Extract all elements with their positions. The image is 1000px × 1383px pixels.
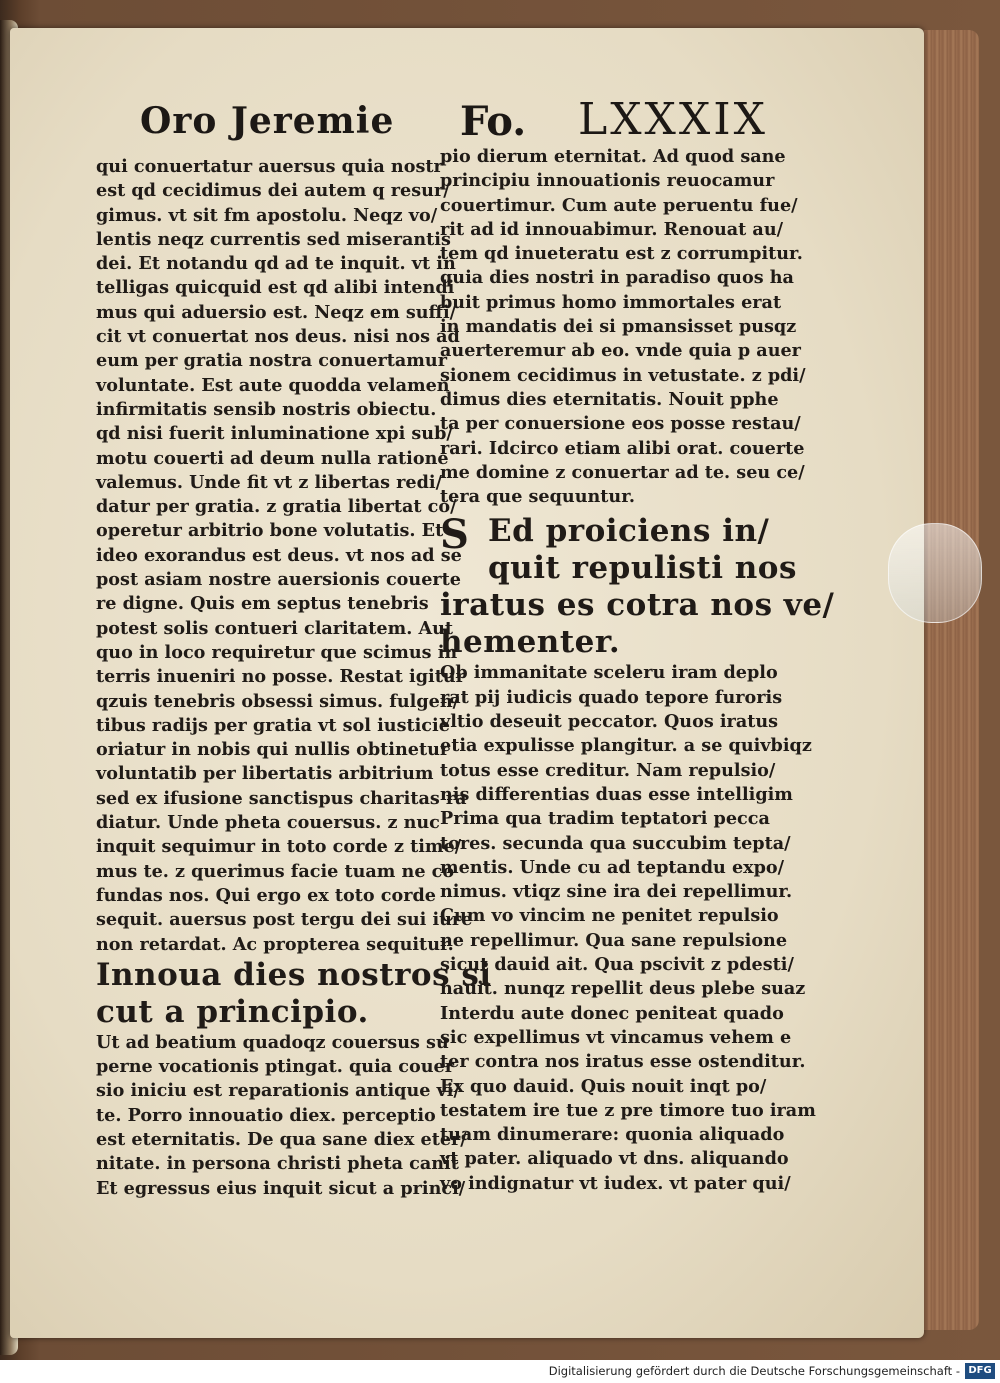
heading-line: cut a principio. xyxy=(96,993,369,1030)
text-line: diatur. Unde pheta couersus. z nuc xyxy=(96,812,440,834)
text-line: voluntatib per libertatis arbitrium xyxy=(96,763,434,785)
running-head-left: Oro Jeremie xyxy=(140,100,395,142)
text-line: qui conuertatur auersus quia nostr xyxy=(96,156,443,177)
text-line: tem qd inueteratu est z corrumpitur. xyxy=(440,243,803,265)
text-line: Ut ad beatium quadoqz couersus su xyxy=(96,1031,449,1053)
text-line: rit ad id innouabimur. Renouat au/ xyxy=(440,218,784,240)
text-line: nauit. nunqz repellit deus plebe suaz xyxy=(440,978,806,1000)
text-line: terris inueniri no posse. Restat igitur xyxy=(96,666,465,688)
heading-line: Ed proiciens in/ xyxy=(488,513,770,550)
text-line: cit vt conuertat nos deus. nisi nos ad xyxy=(96,326,460,348)
text-line: principiu innouationis reuocamur xyxy=(440,170,775,192)
text-line: vltio deseuit peccator. Quos iratus xyxy=(440,711,779,733)
heading-line: Innoua dies nostros si xyxy=(96,956,492,993)
glass-page-clip xyxy=(888,523,982,623)
text-line: datur per gratia. z gratia libertat co/ xyxy=(96,496,457,518)
text-line: ne repellimur. Qua sane repulsione xyxy=(440,929,788,951)
text-line: testatem ire tue z pre timore tuo iram xyxy=(440,1099,816,1121)
text-line: sio iniciu est reparationis antique vi/ xyxy=(96,1080,460,1102)
text-line: nis differentias duas esse intelligim xyxy=(440,783,793,805)
text-line: nimus. vtiqz sine ira dei repellimur. xyxy=(440,881,793,903)
running-head-folio-label: Fo. xyxy=(460,98,527,145)
text-line: dei. Et notandu qd ad te inquit. vt in xyxy=(96,253,456,275)
text-line: dimus dies eternitatis. Nouit pphe xyxy=(440,388,779,410)
text-line: inquit sequimur in toto corde z time/ xyxy=(96,836,462,858)
text-line: rari. Idcirco etiam alibi orat. couerte xyxy=(440,437,805,459)
text-line: auerteremur ab eo. vnde quia p auer xyxy=(440,340,801,362)
text-line: post asiam nostre auersionis couerte xyxy=(96,569,461,591)
text-line: perne vocationis ptingat. quia couer xyxy=(96,1056,454,1078)
text-line: mus qui aduersio est. Neqz em suffi/ xyxy=(96,301,457,323)
text-line: potest solis contueri claritatem. Aut xyxy=(96,617,454,639)
text-line: pio dierum eternitat. Ad quod sane xyxy=(440,146,786,167)
text-line: ta per conuersione eos posse restau/ xyxy=(440,413,801,435)
text-line: tores. secunda qua succubim tepta/ xyxy=(440,832,791,854)
heading-line: quit repulisti nos xyxy=(488,550,797,587)
text-line: Cum vo vincim ne penitet repulsio xyxy=(440,905,779,927)
heading-line: iratus es cotra nos ve/ xyxy=(440,587,835,624)
text-line: sic expellimus vt vincamus vehem e xyxy=(440,1026,792,1048)
text-line: mentis. Unde cu ad teptandu expo/ xyxy=(440,856,785,878)
text-line: me domine z conuertar ad te. seu ce/ xyxy=(440,461,805,483)
text-line: oriatur in nobis qui nullis obtinetur xyxy=(96,739,450,761)
text-line: Ob immanitate sceleru iram deplo xyxy=(440,662,778,684)
text-line: Et egressus eius inquit sicut a princi/ xyxy=(96,1177,466,1199)
text-line: totus esse creditur. Nam repulsio/ xyxy=(440,759,776,781)
text-line: quia dies nostri in paradiso quos ha xyxy=(440,267,794,289)
text-line: Ex quo dauid. Quis nouit inqt po/ xyxy=(440,1075,767,1097)
text-line: voluntate. Est aute quodda velamen xyxy=(96,374,450,396)
text-line: sionem cecidimus in vetustate. z pdi/ xyxy=(440,364,806,386)
text-line: buit primus homo immortales erat xyxy=(440,291,782,313)
text-line: mus te. z querimus facie tuam ne co xyxy=(96,860,455,882)
text-line: ter contra nos iratus esse ostenditur. xyxy=(440,1051,806,1073)
left-text-column xyxy=(96,155,492,1201)
text-line: tibus radijs per gratia vt sol iusticie xyxy=(96,714,450,736)
text-line: quo in loco requiretur que scimus in xyxy=(96,641,458,663)
text-line: sed ex ifusione sanctispus charitas ra xyxy=(96,787,467,809)
text-line: Prima qua tradim teptatori pecca xyxy=(440,808,770,830)
text-line: lentis neqz currentis sed miserantis xyxy=(96,228,451,250)
text-line: te. Porro innouatio diex. perceptio xyxy=(96,1104,436,1126)
dfg-logo: DFG xyxy=(965,1363,995,1379)
text-line: valemus. Unde fit vt z libertas redi/ xyxy=(96,471,443,493)
text-line: tuam dinumerare: quonia aliquado xyxy=(440,1124,785,1146)
text-line: fundas nos. Qui ergo ex toto corde xyxy=(96,884,436,906)
text-line: vt pater. aliquado vt dns. aliquando xyxy=(440,1148,789,1170)
heading-block xyxy=(440,511,835,661)
text-line: sequit. auersus post tergu dei sui iure xyxy=(96,909,473,931)
text-line: nitate. in persona christi pheta canit xyxy=(96,1153,459,1175)
text-line: vo indignatur vt iudex. vt pater qui/ xyxy=(440,1172,791,1194)
text-line: re digne. Quis em septus tenebris xyxy=(96,593,429,615)
book-fore-edge xyxy=(924,30,979,1330)
text-line: etia expulisse plangitur. a se quivbiqz xyxy=(440,735,812,757)
text-line: infirmitatis sensib nostris obiectu. xyxy=(96,398,437,420)
heading-line: hementer. xyxy=(440,624,621,661)
text-line: est qd cecidimus dei autem q resur/ xyxy=(96,180,450,202)
text-line: non retardat. Ac propterea sequitur. xyxy=(96,933,454,955)
text-line: motu couerti ad deum nulla ratione xyxy=(96,447,449,469)
footer-credit: Digitalisierung gefördert durch die Deutsche Forschungsgemeinschaft - xyxy=(548,1364,960,1378)
text-line: qzuis tenebris obsessi simus. fulgen/ xyxy=(96,690,460,712)
right-text-column xyxy=(440,145,835,1196)
running-head-folio-number: LXXXIX xyxy=(578,94,768,145)
text-line: est eternitatis. De qua sane diex eter/ xyxy=(96,1128,467,1150)
text-line: sicut dauid ait. Qua pscivit z pdesti/ xyxy=(440,954,794,976)
text-line: qd nisi fuerit inluminatione xpi sub/ xyxy=(96,423,453,445)
text-line: telligas quicquid est qd alibi intendi xyxy=(96,277,455,299)
initial-letter: S xyxy=(440,511,469,559)
text-line: operetur arbitrio bone volutatis. Et xyxy=(96,520,444,542)
text-line: ideo exorandus est deus. vt nos ad se xyxy=(96,544,462,566)
digitization-footer xyxy=(0,1360,1000,1383)
text-line: couertimur. Cum aute peruentu fue/ xyxy=(440,194,798,216)
text-line: eum per gratia nostra conuertamur xyxy=(96,350,447,372)
text-line: in mandatis dei si pmansisset pusqz xyxy=(440,316,797,338)
text-line: gimus. vt sit fm apostolu. Neqz vo/ xyxy=(96,204,438,226)
text-line: Interdu aute donec peniteat quado xyxy=(440,1002,784,1024)
text-line: rat pij iudicis quado tepore furoris xyxy=(440,686,783,708)
text-line: tera que sequuntur. xyxy=(440,486,635,508)
